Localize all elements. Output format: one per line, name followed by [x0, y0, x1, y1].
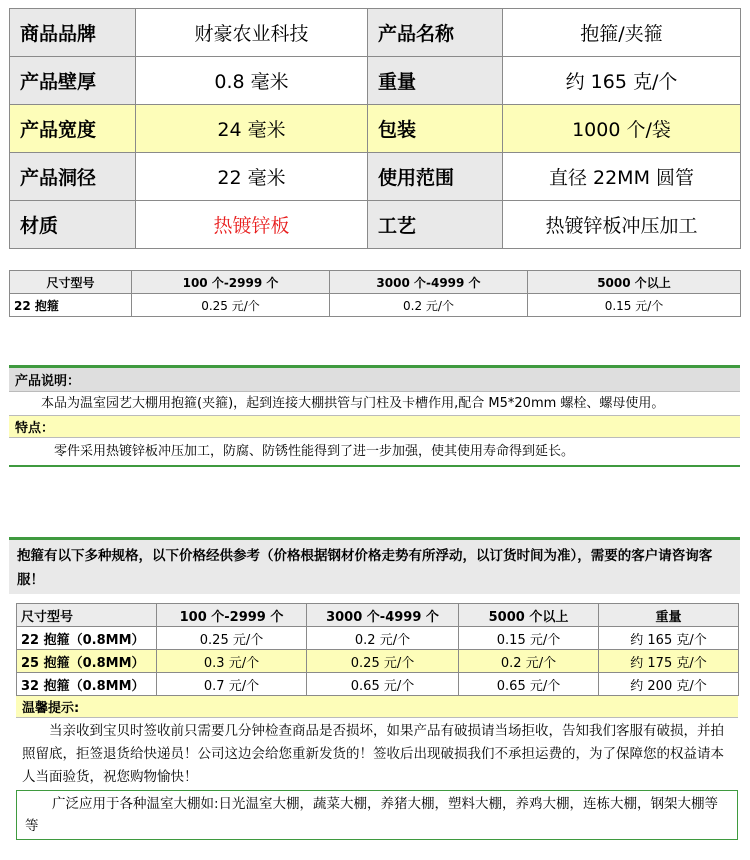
spec-value: 热镀锌板 — [136, 201, 368, 249]
spec-value: 0.8 毫米 — [136, 57, 368, 105]
table-header-row — [10, 271, 741, 294]
table-header: 3000 个-4999 个 — [330, 271, 528, 294]
spec-table — [9, 8, 741, 249]
table-header: 5000 个以上 — [528, 271, 741, 294]
price-table-basic — [9, 270, 741, 317]
spec-value: 热镀锌板冲压加工 — [503, 201, 741, 249]
table-header: 尺寸型号 — [10, 271, 132, 294]
table-cell: 0.65 元/个 — [459, 673, 599, 696]
spec-value: 1000 个/袋 — [503, 105, 741, 153]
spec-row — [10, 9, 741, 57]
spec-label: 产品洞径 — [10, 153, 136, 201]
table-cell: 32 抱箍（0.8MM） — [17, 673, 157, 696]
spec-value: 财豪农业科技 — [136, 9, 368, 57]
table-row — [17, 673, 739, 696]
application-text: 广泛应用于各种温室大棚如:日光温室大棚，蔬菜大棚，养猪大棚，塑料大棚，养鸡大棚，连栋大棚，钢架大棚等等 — [16, 790, 738, 840]
spec-label: 商品品牌 — [10, 9, 136, 57]
table-cell: 22 抱箍（0.8MM） — [17, 627, 157, 650]
table-row — [10, 294, 741, 317]
spec-label: 工艺 — [368, 201, 503, 249]
table-header-row — [17, 604, 739, 627]
table-row — [17, 627, 739, 650]
spec-row — [10, 105, 741, 153]
table-cell: 0.15 元/个 — [459, 627, 599, 650]
price-table-full — [16, 603, 739, 696]
feature-text: 零件采用热镀锌板冲压加工，防腐、防锈性能得到了进一步加强，使其使用寿命得到延长。 — [54, 444, 575, 459]
table-cell: 25 抱箍（0.8MM） — [17, 650, 157, 673]
spec-row — [10, 57, 741, 105]
table-cell: 0.2 元/个 — [330, 294, 528, 317]
spec-row — [10, 201, 741, 249]
table-cell: 0.25 元/个 — [132, 294, 330, 317]
tips-heading: 温馨提示: — [16, 696, 738, 718]
tips-section — [16, 696, 738, 791]
table-header: 3000 个-4999 个 — [307, 604, 459, 627]
spec-value: 抱箍/夹箍 — [503, 9, 741, 57]
spec-value: 22 毫米 — [136, 153, 368, 201]
table-cell: 约 175 克/个 — [599, 650, 739, 673]
table-cell: 约 165 克/个 — [599, 627, 739, 650]
table-cell: 0.25 元/个 — [157, 627, 307, 650]
table-header: 5000 个以上 — [459, 604, 599, 627]
table-cell: 0.7 元/个 — [157, 673, 307, 696]
spec-value: 约 165 克/个 — [503, 57, 741, 105]
feature-heading: 特点： — [9, 415, 740, 438]
table-cell: 22 抱箍 — [10, 294, 132, 317]
table-header: 重量 — [599, 604, 739, 627]
spec-label: 产品壁厚 — [10, 57, 136, 105]
spec-value: 24 毫米 — [136, 105, 368, 153]
tips-text: 当亲收到宝贝时签收前只需要几分钟检查商品是否损坏，如果产品有破损请当场拒收，告知我们客服有破损，并拍照留底，拒签退货给快递员！公司这边会给您重新发货的！签收后出现破损我们不承担运费的，为了保障您的权益请本人当面验货，祝您购物愉快！ — [22, 723, 724, 785]
description-heading: 产品说明： — [9, 368, 740, 392]
table-cell: 0.3 元/个 — [157, 650, 307, 673]
table-header: 100 个-2999 个 — [157, 604, 307, 627]
price-note: 抱箍有以下多种规格，以下价格经供参考（价格根据钢材价格走势有所浮动，以订货时间为准），需要的客户请咨询客服！ — [9, 537, 740, 594]
table-cell: 0.2 元/个 — [459, 650, 599, 673]
spec-label: 重量 — [368, 57, 503, 105]
table-cell: 0.25 元/个 — [307, 650, 459, 673]
spec-label: 材质 — [10, 201, 136, 249]
description-section — [9, 365, 740, 467]
description-text: 本品为温室园艺大棚用抱箍(夹箍)，起到连接大棚拱管与门柱及卡槽作用,配合 M5*20mm 螺栓、螺母使用。 — [41, 396, 665, 411]
spec-label: 产品宽度 — [10, 105, 136, 153]
table-cell: 0.15 元/个 — [528, 294, 741, 317]
table-header: 尺寸型号 — [17, 604, 157, 627]
spec-label: 包装 — [368, 105, 503, 153]
table-cell: 约 200 克/个 — [599, 673, 739, 696]
spec-label: 使用范围 — [368, 153, 503, 201]
divider — [9, 465, 740, 467]
spec-value: 直径 22MM 圆管 — [503, 153, 741, 201]
table-cell: 0.2 元/个 — [307, 627, 459, 650]
table-row — [17, 650, 739, 673]
spec-row — [10, 153, 741, 201]
table-cell: 0.65 元/个 — [307, 673, 459, 696]
spec-label: 产品名称 — [368, 9, 503, 57]
table-header: 100 个-2999 个 — [132, 271, 330, 294]
